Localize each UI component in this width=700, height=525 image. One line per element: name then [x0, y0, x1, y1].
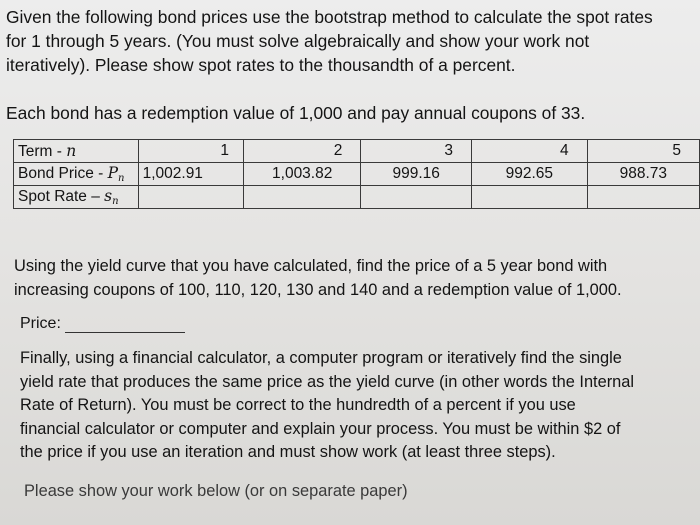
intro-paragraph: Given the following bond prices use the bootstrap method to calculate the spot rates for 1 through 5 years. (You must solve algebraically and show your work not iteratively). Please show spot rates to the thousandth of a percent. — [6, 7, 653, 75]
price-variable: P — [107, 164, 119, 182]
bond-price-row — [14, 163, 700, 186]
term-cell-4: 4 — [471, 140, 587, 163]
term-cell-5: 5 — [587, 140, 699, 163]
price-cell-1: 1,002.91 — [138, 163, 243, 186]
bond-price-table — [13, 139, 700, 209]
term-label: Term - — [18, 142, 67, 160]
redemption-note: Each bond has a redemption value of 1,000 and pay annual coupons of 33. — [6, 103, 586, 123]
spot-cell-4 — [471, 186, 587, 209]
price-answer-label: Price: — [20, 315, 61, 332]
price-cell-3: 999.16 — [361, 163, 472, 186]
yield-curve-question: Using the yield curve that you have calculated, find the price of a 5 year bond with increasing coupons of 100, 110, 120, 130 and 140 and a redemption value of 1,000. — [14, 257, 622, 299]
spot-variable: s — [104, 187, 113, 205]
spot-cell-3 — [361, 186, 472, 209]
price-label: Bond Price - — [18, 165, 108, 182]
price-cell-2: 1,003.82 — [243, 163, 360, 186]
work-note: Please show your work below (or on separate paper) — [24, 482, 408, 500]
term-row — [14, 140, 700, 163]
price-subscript: n — [118, 173, 125, 184]
price-cell-5: 988.73 — [587, 163, 699, 186]
term-variable: n — [66, 141, 77, 160]
spot-cell-5 — [587, 186, 699, 209]
spot-label-cell — [14, 186, 139, 209]
price-answer-blank — [65, 314, 185, 333]
price-cell-4: 992.65 — [471, 163, 587, 186]
term-cell-1: 1 — [138, 140, 243, 163]
irr-question: Finally, using a financial calculator, a computer program or iteratively find the single yield rate that produces the same price as the yield curve (in other words the Internal Rate of Return). You must be correct to the hundredth of a percent if you use financial calculator or computer and explain your process. You must be within $2 of the price if you use an iteration and must show work (at least three steps). — [20, 349, 635, 462]
spot-cell-2 — [243, 186, 360, 209]
term-label-cell — [14, 140, 139, 163]
term-cell-3: 3 — [361, 140, 472, 163]
price-answer-line — [20, 314, 185, 333]
spot-rate-row — [14, 186, 700, 209]
term-cell-2: 2 — [243, 140, 360, 163]
price-label-cell — [14, 163, 139, 186]
spot-cell-1 — [138, 186, 243, 209]
spot-subscript: n — [112, 196, 119, 207]
spot-label: Spot Rate – — [18, 188, 105, 205]
